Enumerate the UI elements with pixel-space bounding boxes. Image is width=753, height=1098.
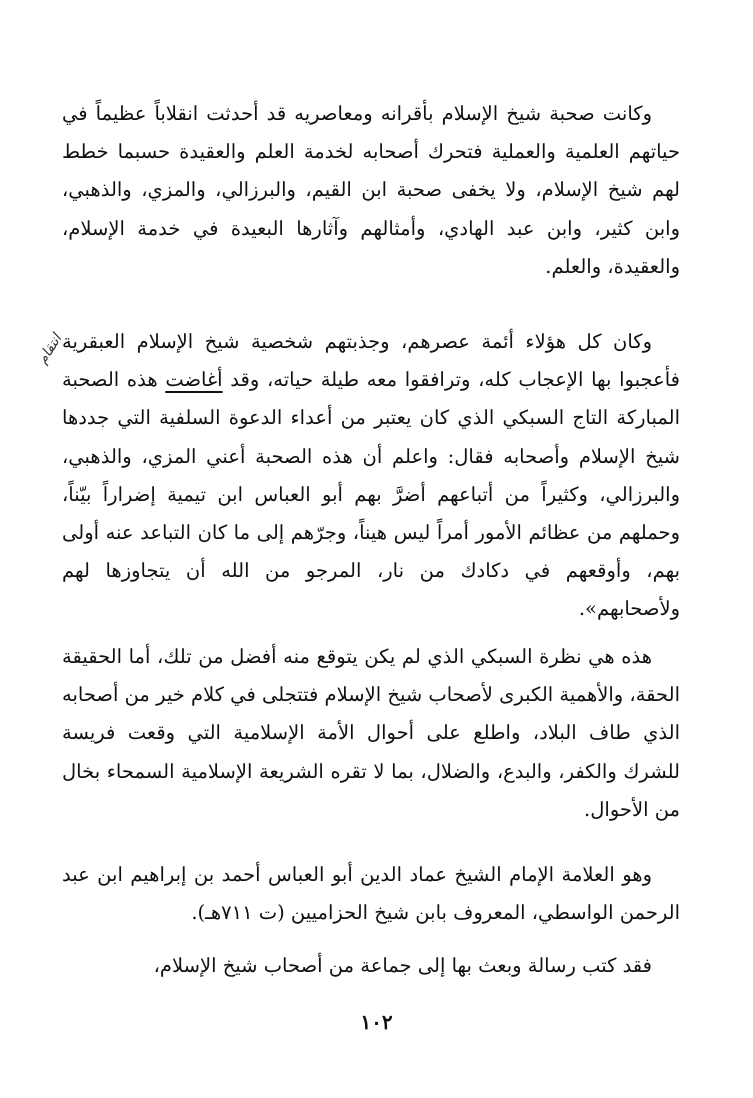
paragraph-4 xyxy=(62,856,680,932)
paragraph-text: وهو العلامة الإمام الشيخ عماد الدين أبو العباس أحمد بن إبراهيم ابن عبد الرحمن الواسطي، المعروف بابن شيخ الحزاميين (ت ٧١١هـ). xyxy=(62,863,680,925)
handwritten-margin-note: انتقام xyxy=(34,331,66,368)
paragraph-3 xyxy=(62,638,680,829)
paragraph-text: هذه هي نظرة السبكي الذي لم يكن يتوقع منه أفضل من تلك، أما الحقيقة الحقة، والأهمية الكبرى لأصحاب شيخ الإسلام فتتجلى في كلام خير من أصحابه الذي طاف البلاد، واطلع على أحوال الأمة الإسلامية التي وقعت فريسة للشرك والكفر، والبدع، والضلال، بما لا تقره الشريعة الإسلامية السمحاء بخال من الأحوال. xyxy=(62,645,680,821)
paragraph-text-before: وكان كل هؤلاء أئمة عصرهم، وجذبتهم شخصية شيخ الإسلام العبقرية فأعجبوا بها الإعجاب كله، وترافقوا معه طيلة حياته، وقد xyxy=(62,330,680,392)
paragraph-text xyxy=(62,323,680,629)
paragraph-2 xyxy=(62,323,680,629)
underlined-word: أغاضت xyxy=(165,368,223,392)
paragraph-text: وكانت صحبة شيخ الإسلام بأقرانه ومعاصريه قد أحدثت انقلاباً عظيماً في حياتهم العلمية والعملية فتحرك أصحابه لخدمة العلم والعقيدة حسبما خطط لهم شيخ الإسلام، ولا يخفى صحبة ابن القيم، والبرزالي، والمزي، والذهبي، وابن كثير، وابن عبد الهادي، وأمثالهم وآثارها البعيدة في خدمة الإسلام، والعقيدة، والعلم. xyxy=(62,102,680,278)
page-number: ١٠٢ xyxy=(360,1010,393,1034)
paragraph-1 xyxy=(62,95,680,286)
paragraph-text: فقد كتب رسالة وبعث بها إلى جماعة من أصحاب شيخ الإسلام، xyxy=(153,954,652,977)
paragraph-text-after: هذه الصحبة المباركة التاج السبكي الذي كان يعتبر من أعداء الدعوة السلفية التي جددها شيخ الإسلام وأصحابه فقال: واعلم أن هذه الصحبة أعني المزي، والذهبي، والبرزالي، وكثيراً من أتباعهم أضرَّ بهم أبو العباس ابن تيمية إضراراً بيّناً، وحملهم من عظائم الأمور أمراً ليس هيناً، وجرّهم إلى ما كان التباعد عنه أولى بهم، وأوقعهم في دكادك من نار، المرجو من الله أن يتجاوزها لهم ولأصحابهم». xyxy=(62,368,680,621)
paragraph-5 xyxy=(62,947,680,985)
